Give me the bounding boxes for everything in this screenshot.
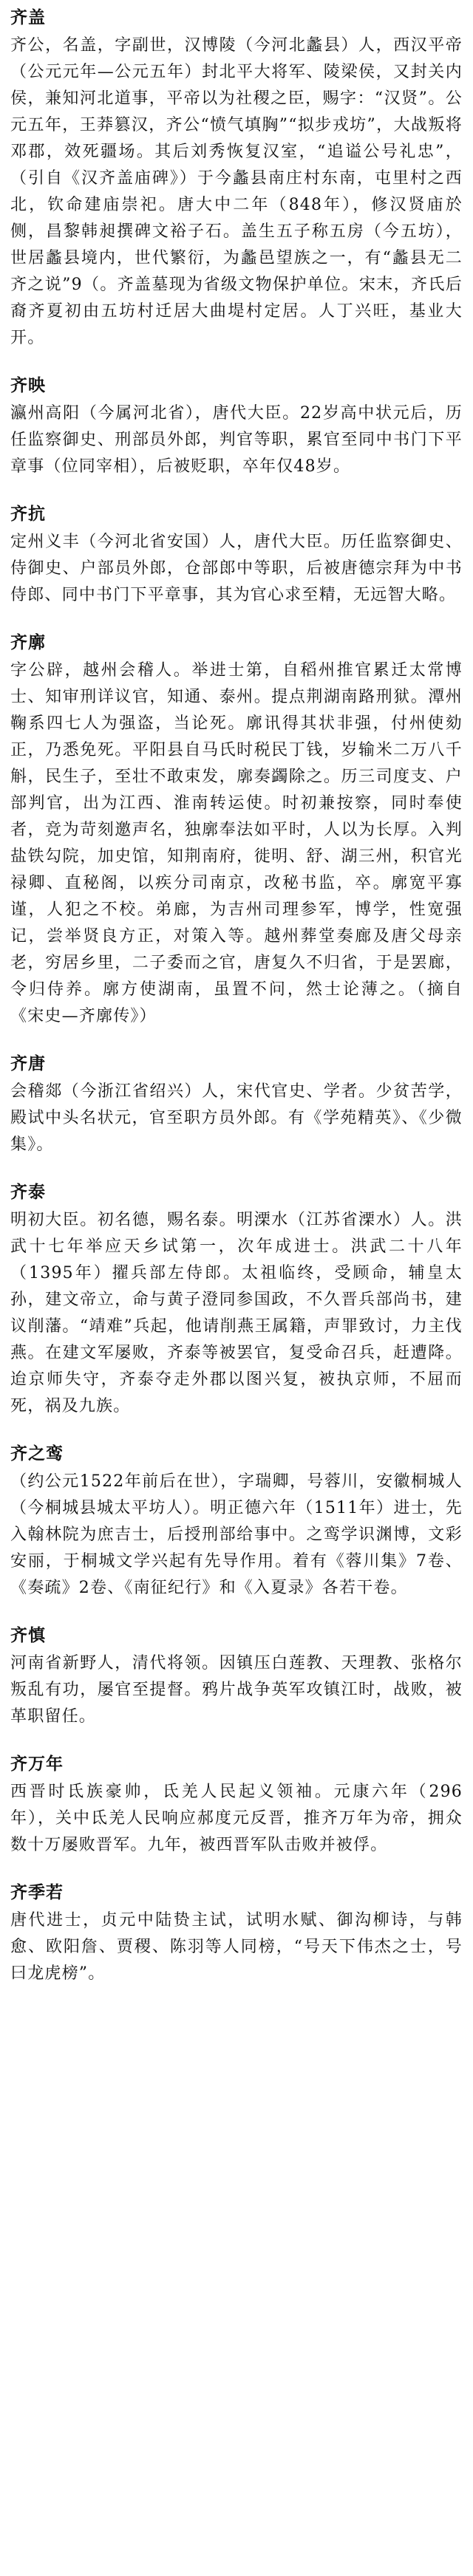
entry-name: 齐盖 [10,7,46,27]
entry-qi-shen [10,1622,463,1730]
entry-qi-tang [10,1050,463,1158]
entry-name: 齐季若 [10,1882,64,1902]
entry-name: 齐抗 [10,504,46,524]
entry-name: 齐慎 [10,1625,46,1645]
entry-qi-kuo [10,629,463,1030]
entry-text: 瀛州高阳（今属河北省），唐代大臣。22岁高中状元后，历任监察御史、刑部员外郎，判官等职，累官至同中书门下平章事（位同宰相），后被贬职，卒年仅48岁。 [10,404,463,476]
entry-qi-tai [10,1179,463,1420]
entry-qi-zhiluan [10,1441,463,1602]
entry-name: 齐唐 [10,1053,46,1073]
entry-text: 会稽郯（今浙江省绍兴）人，宋代官史、学者。少贫苦学，殿试中头名状元，官至职方员外郎。有《学苑精英》、《少微集》。 [10,1082,463,1154]
entry-text: 字公辟，越州会稽人。举进士第，自稻州推官累迁太常博士、知审刑详议官，知通、泰州。提点荆湖南路刑狱。潭州鞠系四七人为强盗，当论死。廓讯得其状非强，付州使劾正，乃悉免死。平阳县自马氏时税民丁钱，岁输米二万八千斛，民生子，至壮不敢束发，廓奏蠲除之。历三司度支、户部判官，出为江西、淮南转运使。时初兼按察，同时奉使者，竞为苛刻邀声名，独廓奉法如平时，人以为长厚。入判盐铁勾院，加史馆，知荆南府，徙明、舒、湖三州，积官光禄卿、直秘阁，以疾分司南京，改秘书监，卒。廓宽平寡谨，人犯之不校。弟廊，为吉州司理参军，博学，性宽强记，尝举贤良方正，对策入等。越州葬堂奏廊及唐父母亲老，穷居乡里，二子委而之官，唐复久不归省，于是罢廊，令归侍养。廓方使湖南，虽置不问，然士论薄之。（摘自《宋史—齐廓传》） [10,661,463,1025]
entry-qi-ying [10,372,463,480]
entry-text: 唐代进士，贞元中陆贽主试，试明水赋、御沟柳诗，与韩愈、欧阳詹、贾稷、陈羽等人同榜，“号天下伟杰之士，号曰龙虎榜”。 [10,1911,463,1983]
entry-text: 西晋时氐族豪帅，氐羌人民起义领袖。元康六年（296年），关中氐羌人民响应郝度元反晋，推齐万年为帝，拥众数十万屡败晋军。九年，被西晋军队击败并被俘。 [10,1783,463,1854]
entry-text: 河南省新野人，清代将领。因镇压白莲教、天理教、张格尔叛乱有功，屡官至提督。鸦片战争英军攻镇江时，战败，被革职留任。 [10,1654,463,1726]
entry-qi-wannian [10,1751,463,1859]
entry-name: 齐之鸾 [10,1444,64,1463]
entry-text: （约公元1522年前后在世），字瑞卿，号蓉川，安徽桐城人（今桐城县城太平坊人）。明正德六年（1511年）进士，先入翰林院为庶吉士，后授刑部给事中。之鸾学识渊博，文彩安丽，于桐城文学兴起有先导作用。着有《蓉川集》7卷、《奏疏》2卷、《南征纪行》和《入夏录》各若干卷。 [10,1472,463,1597]
entry-qi-gai [10,4,463,352]
entry-name: 齐映 [10,375,46,395]
entry-name: 齐万年 [10,1754,64,1774]
entry-name: 齐廓 [10,632,46,652]
entry-text: 齐公，名盖，字副世，汉博陵（今河北蠡县）人，西汉平帝（公元元年—公元五年）封北平大将军、陵梁侯，又封关内侯，兼知河北道事，平帝以为社稷之臣，赐字：“汉贤”。公元五年，王莽篡汉，齐公“愤气填胸”“拟步戎坊”，大战叛将邓郡，效死疆场。其后刘秀恢复汉室，“追谥公号礼忠”，（引自《汉齐盖庙碑》）于今蠡县南庄村东南，屯里村之西北，钦命建庙崇祀。唐大中二年（848年），修汉贤庙於侧，昌黎韩昶撰碑文裕子石。盖生五子称五房（今五坊），世居蠡县境内，世代繁衍，为蠡邑望族之一，有“蠡县无二齐之说”9（。齐盖墓现为省级文物保护单位。宋末，齐氏后裔齐夏初由五坊村迁居大曲堤村定居。人丁兴旺，基业大开。 [10,36,463,347]
entry-text: 定州义丰（今河北省安国）人，唐代大臣。历任监察御史、侍御史、户部员外郎，仓部郎中等职，后被唐德宗拜为中书侍郎、同中书门下平章事，其为官心求至精，无远智大略。 [10,533,463,604]
entry-qi-jiruo [10,1879,463,1987]
entry-name: 齐泰 [10,1182,46,1202]
entry-text: 明初大臣。初名德，赐名泰。明溧水（江苏省溧水）人。洪武十七年举应天乡试第一，次年成进士。洪武二十八年（1395年）擢兵部左侍郎。太祖临终，受顾命，辅皇太孙，建文帝立，命与黄子澄同参国政，不久晋兵部尚书，建议削藩。“靖难”兵起，他请削燕王属籍，声罪致讨，力主伐燕。在建文军屡败，齐泰等被罢官，复受命召兵，赶遭降。迨京师失守，齐泰夺走外郡以图兴复，被执京师，不屈而死，祸及九族。 [10,1211,463,1415]
entry-qi-kang [10,501,463,609]
